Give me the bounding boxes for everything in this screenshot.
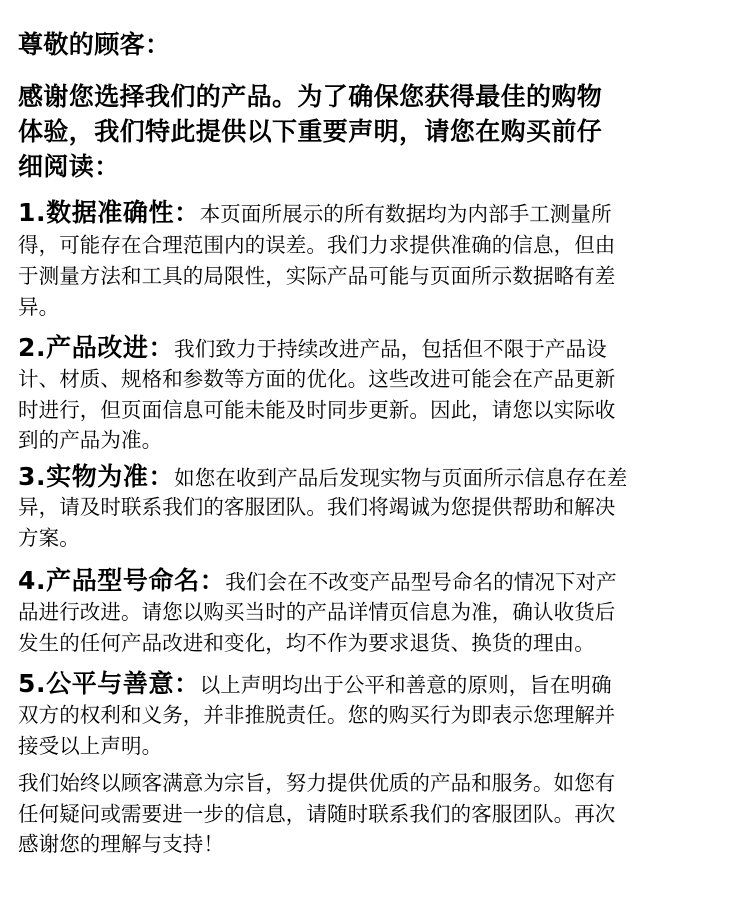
section-5-text: 以上声明均出于公平和善意的原则，旨在明确 [199,673,612,697]
section-2-first-line [18,333,607,364]
section-3-line: 方案。 [18,526,80,550]
section-4-text: 我们会在不改变产品型号命名的情况下对产 [225,570,617,594]
section-3-text: 如您在收到产品后发现实物与页面所示信息存在差 [174,466,628,490]
section-4-first-line [18,566,617,597]
section-4-line: 发生的任何产品改进和变化，均不作为要求退货、换货的理由。 [18,631,595,655]
section-2-line: 计、材质、规格和参数等方面的优化。这些改进可能会在产品更新 [18,367,616,391]
intro-line: 体验，我们特此提供以下重要声明，请您在购买前仔 [18,117,603,146]
section-1-heading: 1.数据准确性： [18,198,200,227]
section-3-heading: 3.实物为准： [18,462,175,491]
intro-line: 感谢您选择我们的产品。为了确保您获得最佳的购物 [18,82,603,111]
section-4-line: 品进行改进。请您以购买当时的产品详情页信息为准，确认收货后 [18,600,616,624]
closing-line: 我们始终以顾客满意为宗旨，努力提供优质的产品和服务。如您有 [18,771,616,795]
section-3-line: 异，请及时联系我们的客服团队。我们将竭诚为您提供帮助和解决 [18,495,616,519]
section-2-line: 到的产品为准。 [18,428,163,452]
section-4-heading: 4.产品型号命名： [18,566,226,595]
section-5-line: 双方的权利和义务，并非推脱责任。您的购买行为即表示您理解并 [18,703,616,727]
section-3-first-line [18,462,627,493]
section-5-first-line [18,669,612,700]
greeting: 尊敬的顾客： [18,30,171,59]
section-1-line: 得，可能存在合理范围内的误差。我们力求提供准确的信息，但由 [18,233,616,257]
section-2-heading: 2.产品改进： [18,333,175,362]
section-1-line: 异。 [18,295,60,319]
section-5-line: 接受以上声明。 [18,734,163,758]
intro-line: 细阅读： [18,152,120,181]
section-1-text: 本页面所展示的所有数据均为内部手工测量所 [199,202,612,226]
section-2-text: 我们致力于持续改进产品，包括但不限于产品设 [174,337,607,361]
section-2-line: 时进行，但页面信息可能未能及时同步更新。因此，请您以实际收 [18,398,616,422]
closing-line: 感谢您的理解与支持！ [18,832,224,856]
section-1-line: 于测量方法和工具的局限性，实际产品可能与页面所示数据略有差 [18,264,616,288]
closing-line: 任何疑问或需要进一步的信息，请随时联系我们的客服团队。再次 [18,802,616,826]
section-1-first-line [18,198,612,229]
section-5-heading: 5.公平与善意： [18,669,200,698]
